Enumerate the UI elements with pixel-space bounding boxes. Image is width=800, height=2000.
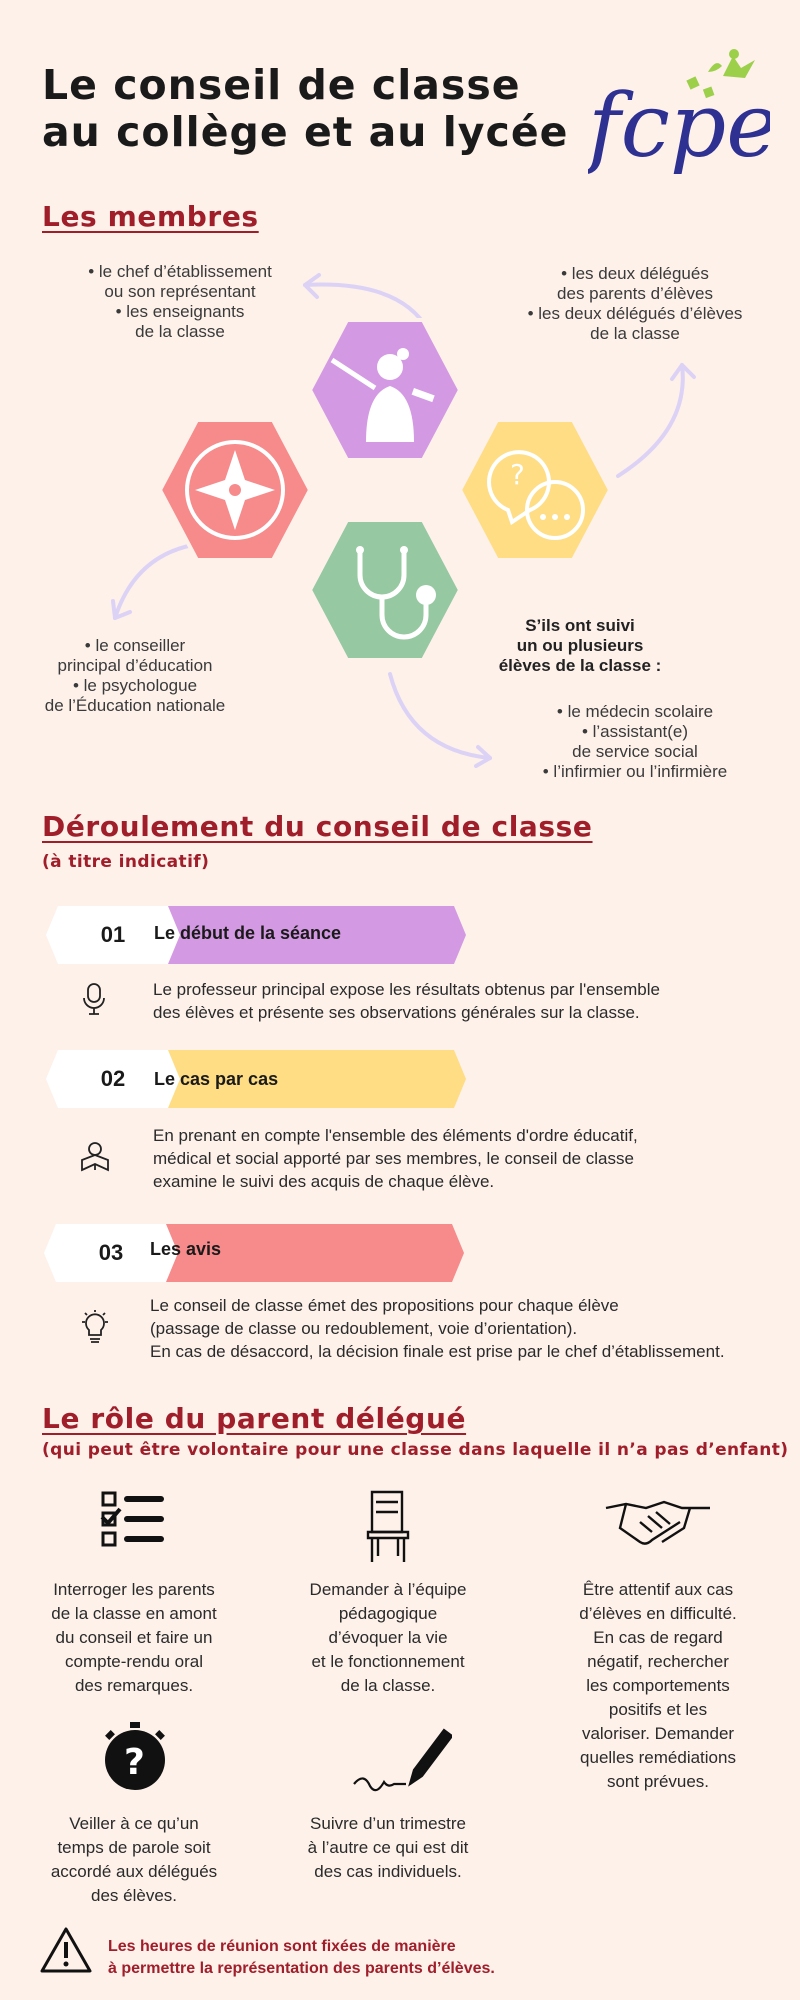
- members-top-left: • le chef d’établissement ou son représentant • les enseignants de la classe: [88, 262, 272, 341]
- step-1-label: Le début de la séance: [154, 923, 342, 943]
- title-line-2: au collège et au lycée: [42, 108, 569, 156]
- members-bottom-left: • le conseiller principal d’éducation • le psychologue de l’Éducation nationale: [44, 636, 226, 715]
- step-2-label: Le cas par cas: [154, 1069, 279, 1089]
- svg-text:?: ?: [510, 458, 525, 491]
- role-item-4-text: Veiller à ce qu’un temps de parole soit accordé aux délégués des élèves.: [50, 1814, 218, 1905]
- microphone-icon: [80, 982, 108, 1021]
- members-hexagons: [100, 270, 700, 770]
- deroulement-heading: Déroulement du conseil de classe: [42, 810, 593, 843]
- warning-icon: [40, 1926, 92, 1979]
- arrow-top-right: [618, 365, 683, 476]
- deroulement-subheading: (à titre indicatif): [42, 852, 210, 872]
- step-3-label: Les avis: [150, 1239, 222, 1259]
- hex-stethoscope: [310, 520, 460, 660]
- members-conditional-title: S’ils ont suivi un ou plusieurs élèves de la classe :: [498, 616, 662, 675]
- role-item-3-text: Être attentif aux cas d’élèves en difficulté. En cas de regard négatif, rechercher les comportements positifs et les valoriser. Demander quelles remédiations sont prévues.: [579, 1580, 737, 1791]
- student-reading-icon: [78, 1140, 112, 1179]
- handshake-icon: [604, 1494, 712, 1555]
- pen-signature-icon: [352, 1722, 452, 1801]
- role-heading: Le rôle du parent délégué: [42, 1402, 467, 1435]
- step-1-text: Le professeur principal expose les résultats obtenus par l'ensemble des élèves et présente ses observations générales sur la classe.: [153, 980, 660, 1022]
- role-item-2-text: Demander à l’équipe pédagogique d’évoquer la vie et le fonctionnement de la classe.: [309, 1580, 467, 1695]
- role-item-5-text: Suivre d’un trimestre à l’autre ce qui est dit des cas individuels.: [307, 1814, 469, 1881]
- role-subheading: (qui peut être volontaire pour une classe dans laquelle il n’a pas d’enfant): [42, 1440, 789, 1460]
- arrow-bottom: [390, 674, 490, 758]
- page-title: [42, 62, 568, 156]
- step-2-text: En prenant en compte l'ensemble des éléments d'ordre éducatif, médical et social apporté par ses membres, le conseil de classe examine le suivi des acquis de chaque élève.: [153, 1126, 638, 1191]
- lightbulb-icon: [80, 1310, 110, 1351]
- members-heading: Les membres: [42, 200, 259, 233]
- checklist-icon: [100, 1490, 166, 1553]
- stopwatch-question-icon: [102, 1720, 168, 1797]
- title-line-1: Le conseil de classe: [42, 61, 521, 109]
- hex-teacher: [310, 320, 460, 460]
- chair-icon: [362, 1488, 414, 1569]
- svg-text:fcpe: fcpe: [588, 74, 770, 177]
- step-2-number: 02: [100, 1066, 126, 1091]
- svg-text:?: ?: [124, 1742, 145, 1783]
- role-item-1-text: Interroger les parents de la classe en amont du conseil et faire un compte-rendu oral des remarques.: [51, 1580, 217, 1695]
- members-top-right: • les deux délégués des parents d’élèves • les deux délégués d’élèves de la classe: [527, 264, 743, 343]
- hex-compass: [160, 420, 310, 560]
- fcpe-logo: [588, 44, 770, 184]
- step-3-text: Le conseil de classe émet des propositions pour chaque élève (passage de classe ou redoublement, voie d’orientation). En cas de désaccord, la décision finale est prise par le chef d’établissement.: [150, 1296, 725, 1361]
- step-1-number: 01: [100, 922, 126, 947]
- step-3-number: 03: [98, 1240, 124, 1265]
- footer-note: Les heures de réunion sont fixées de manière à permettre la représentation des parents d’élèves.: [108, 1938, 495, 1977]
- step-1: [46, 906, 466, 964]
- step-2: [46, 1050, 466, 1108]
- hex-speech: [460, 420, 610, 560]
- step-3: [44, 1224, 464, 1282]
- members-bottom-right: • le médecin scolaire • l’assistant(e) de service social • l’infirmier ou l’infirmière: [542, 702, 728, 781]
